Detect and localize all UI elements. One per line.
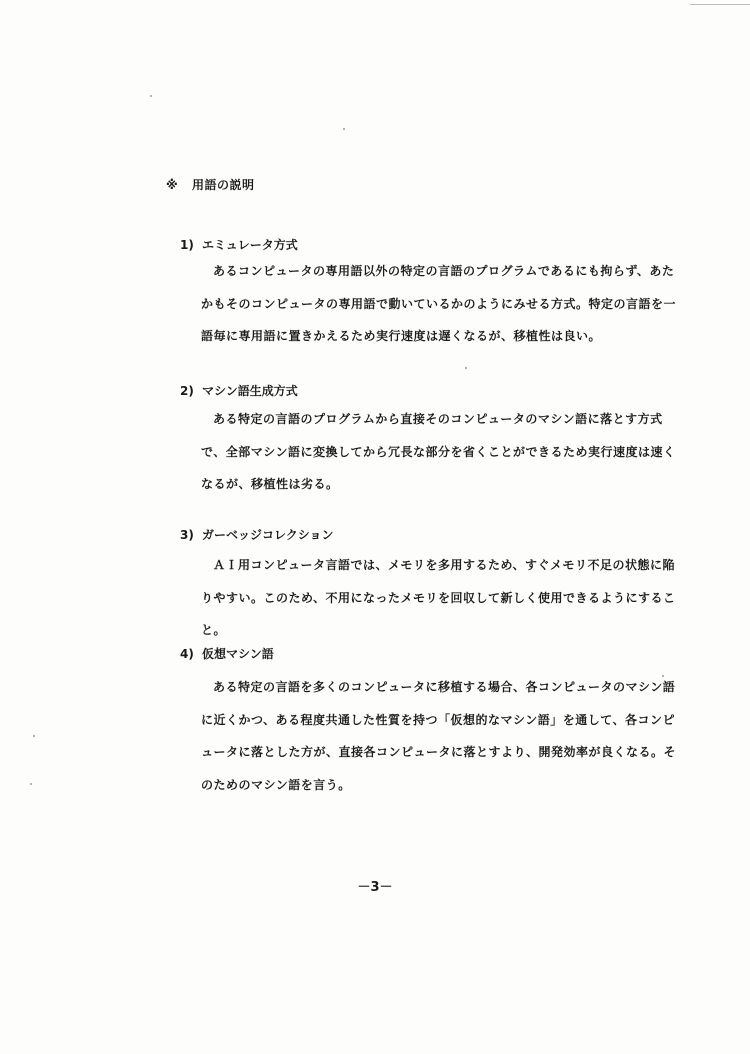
scan-speck (150, 95, 152, 97)
page-number: －3－ (357, 880, 393, 895)
term-title-garbage-collection (180, 526, 334, 543)
scan-speck (343, 128, 345, 130)
scan-speck (33, 735, 35, 737)
scan-edge-line (690, 4, 750, 5)
term-number: 1) (180, 238, 194, 252)
term-name: マシン語生成方式 (202, 384, 298, 398)
term-body-garbage-collection (201, 549, 679, 647)
term-title-emulator (180, 236, 298, 253)
section-title: 用語の説明 (192, 178, 255, 192)
term-name: 仮想マシン語 (202, 647, 274, 661)
term-number: 3) (180, 528, 194, 542)
reference-mark: ※ (166, 178, 179, 192)
term-number: 2) (180, 384, 194, 398)
term-number: 4) (180, 647, 194, 661)
term-description: あるコンピュータの専用語以外の特定の言語のプログラムであるにも拘らず、あたかもそのコンピュータの専用語で動いているかのようにみせる方式。特定の言語を一語毎に専用語に置きかえるため実行速度は遅くなるが、移植性は良い。 (201, 264, 677, 343)
term-body-emulator (201, 255, 679, 353)
term-description: ＡＩ用コンピュータ言語では、メモリを多用するため、すぐメモリ不足の状態に陥りやすい。このため、不用になったメモリを回収して新しく使用できるようにすること。 (201, 558, 676, 637)
term-description: ある特定の言語を多くのコンピュータに移植する場合、各コンピュータのマシン語に近くかつ、ある程度共通した性質を持つ「仮想的なマシン語」を通して、各コンピュータに落とした方が、直接各コンピュータに落とすより、開発効率が良くなる。そのためのマシン語を言う。 (201, 680, 677, 792)
term-body-virtual-machine-language (201, 671, 679, 801)
term-name: エミュレータ方式 (202, 238, 298, 252)
term-title-machine-code-generation (180, 382, 298, 399)
term-description: ある特定の言語のプログラムから直接そのコンピュータのマシン語に落とす方式で、全部マシン語に変換してから冗長な部分を省くことができるため実行速度は速くなるが、移植性は劣る。 (201, 412, 676, 491)
term-title-virtual-machine-language (180, 645, 274, 662)
scan-speck (465, 367, 467, 369)
section-heading (166, 176, 255, 193)
term-name: ガーベッジコレクション (202, 528, 334, 542)
scan-speck (30, 783, 32, 785)
term-body-machine-code-generation (201, 403, 679, 501)
